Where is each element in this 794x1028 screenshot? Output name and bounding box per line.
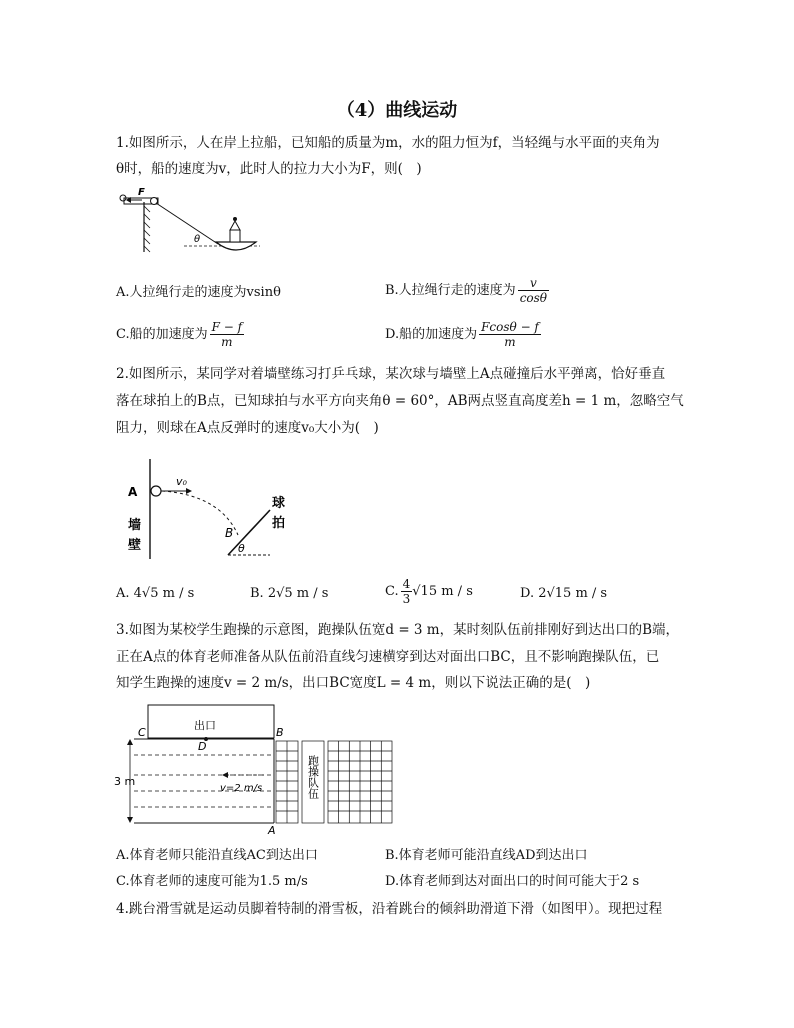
q2-label-racket-1: 球 [272, 496, 286, 511]
q2-label-wall-2: 壁 [128, 538, 142, 553]
q1-stem-line2: θ时，船的速度为v，此时人的拉力大小为F，则( ) [116, 161, 422, 177]
q2-option-b[interactable]: B. 2√5 m / s [250, 586, 329, 601]
q3-figure [114, 703, 394, 835]
q3-label-v: v=2 m/s [220, 783, 263, 794]
q3-option-b[interactable]: B.体育老师可能沿直线AD到达出口 [385, 848, 588, 863]
q1-option-d[interactable] [385, 320, 541, 349]
q2-option-c[interactable] [385, 577, 473, 606]
q1-option-b-num: v [518, 276, 549, 291]
q2-label-v0: v₀ [176, 475, 187, 488]
page-title: （4）曲线运动 [336, 100, 458, 121]
q3-label-B: B [276, 726, 284, 739]
q2-stem-line3: 阻力，则球在A点反弹时的速度v₀大小为( ) [116, 420, 379, 436]
q2-option-a[interactable]: A. 4√5 m / s [116, 586, 195, 601]
q3-stem-line1: 3.如图为某校学生跑操的示意图，跑操队伍宽d = 3 m，某时刻队伍前排刚好到达出口的B端， [116, 622, 680, 638]
q3-stem-line3: 知学生跑操的速度v = 2 m/s，出口BC宽度L = 4 m，则以下说法正确的是( ) [116, 675, 591, 691]
q1-option-c-num: F − f [211, 320, 243, 334]
q1-label-theta: θ [194, 234, 201, 245]
q1-figure [114, 186, 264, 262]
q1-option-b-den: cosθ [519, 291, 548, 305]
q2-stem-line2: 落在球拍上的B点，已知球拍与水平方向夹角θ = 60°，AB两点竖直高度差h = 1 m，忽略空气 [116, 393, 684, 409]
q1-label-F: F [138, 187, 145, 198]
q1-option-c-label: C.船的加速度为 [116, 327, 208, 342]
q2-stem-line1: 2.如图所示，某同学对着墙壁练习打乒乓球，某次球与墙壁上A点碰撞后水平弹离，恰好垂直 [116, 366, 666, 382]
q1-option-a[interactable]: A.人拉绳行走的速度为vsinθ [116, 285, 281, 300]
q3-label-D: D [198, 740, 207, 753]
q2-figure [120, 455, 310, 565]
q2-label-theta: θ [238, 542, 245, 555]
q1-option-d-den: m [504, 335, 516, 349]
q2-option-c-suffix: √15 m / s [412, 584, 473, 599]
q3-stem-line2: 正在A点的体育老师准备从队伍前沿直线匀速横穿到达对面出口BC，且不影响跑操队伍，已 [116, 649, 660, 665]
q1-option-b[interactable] [385, 276, 549, 305]
q2-label-racket-2: 拍 [272, 516, 286, 531]
q2-option-d[interactable]: D. 2√15 m / s [520, 586, 608, 601]
q3-label-team: 跑操队伍 [306, 755, 320, 799]
q4-stem-line1: 4.跳台滑雪就是运动员脚着特制的滑雪板，沿着跳台的倾斜助滑道下滑（如图甲）。现把过程 [116, 901, 663, 917]
q3-option-c[interactable]: C.体育老师的速度可能为1.5 m/s [116, 874, 308, 889]
q1-stem-line1: 1.如图所示，人在岸上拉船，已知船的质量为m，水的阻力恒为f，当轻绳与水平面的夹角为 [116, 135, 660, 151]
q1-option-c[interactable] [116, 320, 244, 349]
q2-label-wall-1: 墙 [128, 518, 142, 533]
q1-option-d-label: D.船的加速度为 [385, 327, 478, 342]
q2-label-B: B [225, 526, 234, 540]
q3-option-d[interactable]: D.体育老师到达对面出口的时间可能大于2 s [385, 874, 640, 889]
q2-option-c-label: C. [385, 584, 399, 599]
q1-option-d-num: Fcosθ − f [481, 320, 539, 334]
q3-label-A: A [268, 824, 276, 835]
q3-label-exit: 出口 [194, 719, 216, 732]
q2-label-A: A [128, 485, 138, 499]
q3-option-a[interactable]: A.体育老师只能沿直线AC到达出口 [116, 848, 318, 863]
q3-label-C: C [138, 726, 146, 739]
q2-option-c-num: 4 [402, 577, 411, 591]
q1-option-b-label: B.人拉绳行走的速度为 [385, 283, 516, 298]
q1-option-c-den: m [221, 335, 233, 349]
q2-option-c-den: 3 [402, 592, 411, 606]
q3-label-3m: 3 m [114, 775, 136, 788]
